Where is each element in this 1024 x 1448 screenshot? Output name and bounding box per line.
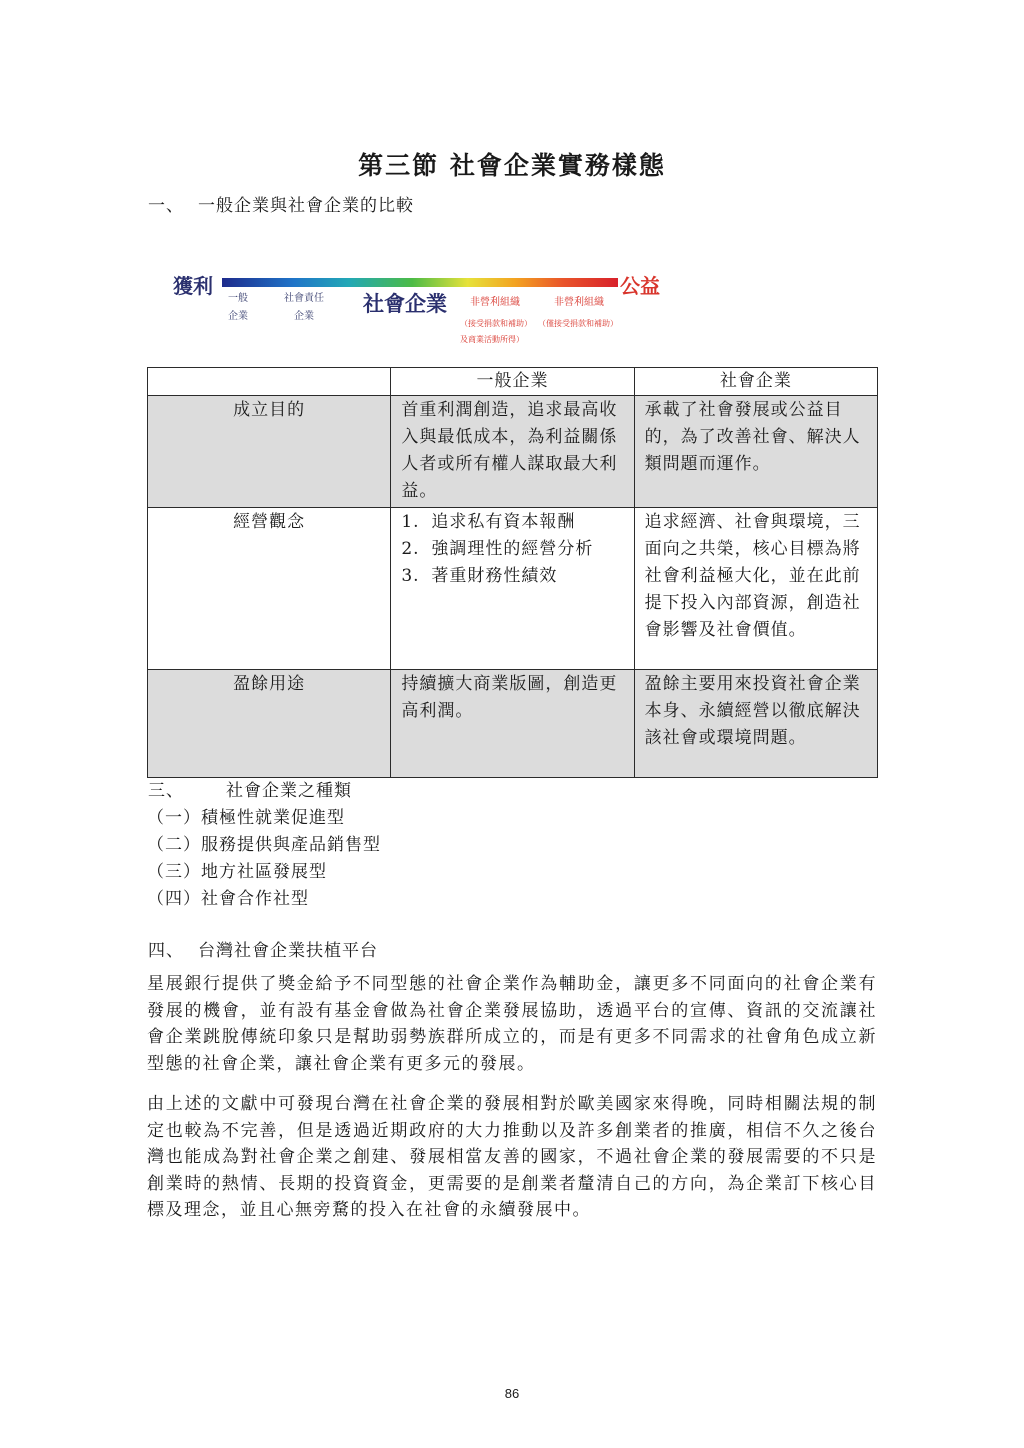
- spectrum-gradient-bar: [222, 278, 618, 287]
- general-enterprise-cell: 首重利潤創造，追求最高收入與最低成本，為利益關係人者或所有權人謀取最大利益。: [391, 396, 634, 508]
- section-4-number: 四、: [148, 941, 184, 961]
- section-4-text: 台灣社會企業扶植平台: [198, 941, 378, 961]
- social-enterprise-cell: 追求經濟、社會與環境，三面向之共榮，核心目標為將社會利益極大化，並在此前提下投入內部資源，創造社會影響及社會價值。: [634, 508, 877, 670]
- section-4-heading: [148, 936, 378, 961]
- section-3-heading: [148, 776, 352, 801]
- list-item: 3. 著重財務性績效: [401, 566, 558, 586]
- row-label: 成立目的: [148, 396, 391, 508]
- spectrum-npo-1-note: （接受捐款和補助）: [460, 319, 532, 328]
- section-3-number: 三、: [148, 781, 184, 801]
- list-item: 2. 強調理性的經營分析: [401, 539, 594, 559]
- comparison-table: [147, 367, 878, 778]
- general-enterprise-cell: 持續擴大商業版圖，創造更高利潤。: [391, 670, 634, 778]
- spectrum-profit-label: 獲利: [173, 274, 213, 298]
- table-header-cell: 一般企業: [391, 368, 634, 396]
- social-enterprise-cell: 盈餘主要用來投資社會企業本身、永續經營以徹底解決該社會或環境問題。: [634, 670, 877, 778]
- spectrum-csr-enterprise: 社會責任 企業: [284, 293, 324, 322]
- table-header-cell: [148, 368, 391, 396]
- page-title: 第三節 社會企業實務樣態: [358, 151, 666, 180]
- spectrum-npo-1-note-2: 及商業活動所得）: [460, 335, 524, 344]
- table-header-cell: 社會企業: [634, 368, 877, 396]
- spectrum-npo-1-title: 非營利組織: [470, 297, 520, 308]
- row-label: 盈餘用途: [148, 670, 391, 778]
- table-row: [148, 670, 878, 778]
- spectrum-public-good-label: 公益: [620, 274, 660, 298]
- page-number: 86: [504, 1386, 520, 1401]
- spectrum-social-enterprise: 社會企業: [363, 292, 447, 316]
- spectrum-general-enterprise: 一般 企業: [228, 293, 248, 322]
- social-enterprise-cell: 承載了社會發展或公益目的，為了改善社會、解決人類問題而運作。: [634, 396, 877, 508]
- table-row: [148, 396, 878, 508]
- body-paragraph: 由上述的文獻中可發現台灣在社會企業的發展相對於歐美國家來得晚，同時相關法規的制定也較為不完善，但是透過近期政府的大力推動以及許多創業者的推廣，相信不久之後台灣也能成為對社會企業之創建、發展相當友善的國家，不過社會企業的發展需要的不只是創業時的熱情、長期的投資資金，更需要的是創業者釐清自己的方向，為企業訂下核心目標及理念，並且心無旁騖的投入在社會的永續發展中。: [147, 1094, 877, 1220]
- table-header-row: [148, 368, 878, 396]
- section-1-number: 一、: [148, 196, 184, 216]
- list-item: （二）服務提供與產品銷售型: [147, 835, 381, 855]
- list-item: （一）積極性就業促進型: [147, 808, 345, 828]
- spectrum-npo-2-title: 非營利組織: [554, 297, 604, 308]
- body-paragraph: 星展銀行提供了獎金給予不同型態的社會企業作為輔助金，讓更多不同面向的社會企業有發展的機會，並有設有基金會做為社會企業發展協助，透過平台的宣傳、資訊的交流讓社會企業跳脫傳統印象只是幫助弱勢族群所成立的，而是有更多不同需求的社會角色成立新型態的社會企業，讓社會企業有更多元的發展。: [147, 974, 877, 1074]
- section-1-text: 一般企業與社會企業的比較: [198, 196, 414, 216]
- general-enterprise-cell: [391, 508, 634, 670]
- table-row: [148, 508, 878, 670]
- management-points-list: [401, 509, 623, 590]
- section-1-heading: [148, 191, 414, 216]
- list-item: 1. 追求私有資本報酬: [401, 512, 576, 532]
- enterprise-spectrum-figure: [170, 266, 690, 350]
- list-item: （三）地方社區發展型: [147, 862, 327, 882]
- section-3-text: 社會企業之種類: [226, 781, 352, 801]
- row-label: 經營觀念: [148, 508, 391, 670]
- spectrum-npo-2-note: （僅接受捐款和補助）: [538, 319, 618, 328]
- list-item: （四）社會合作社型: [147, 889, 309, 909]
